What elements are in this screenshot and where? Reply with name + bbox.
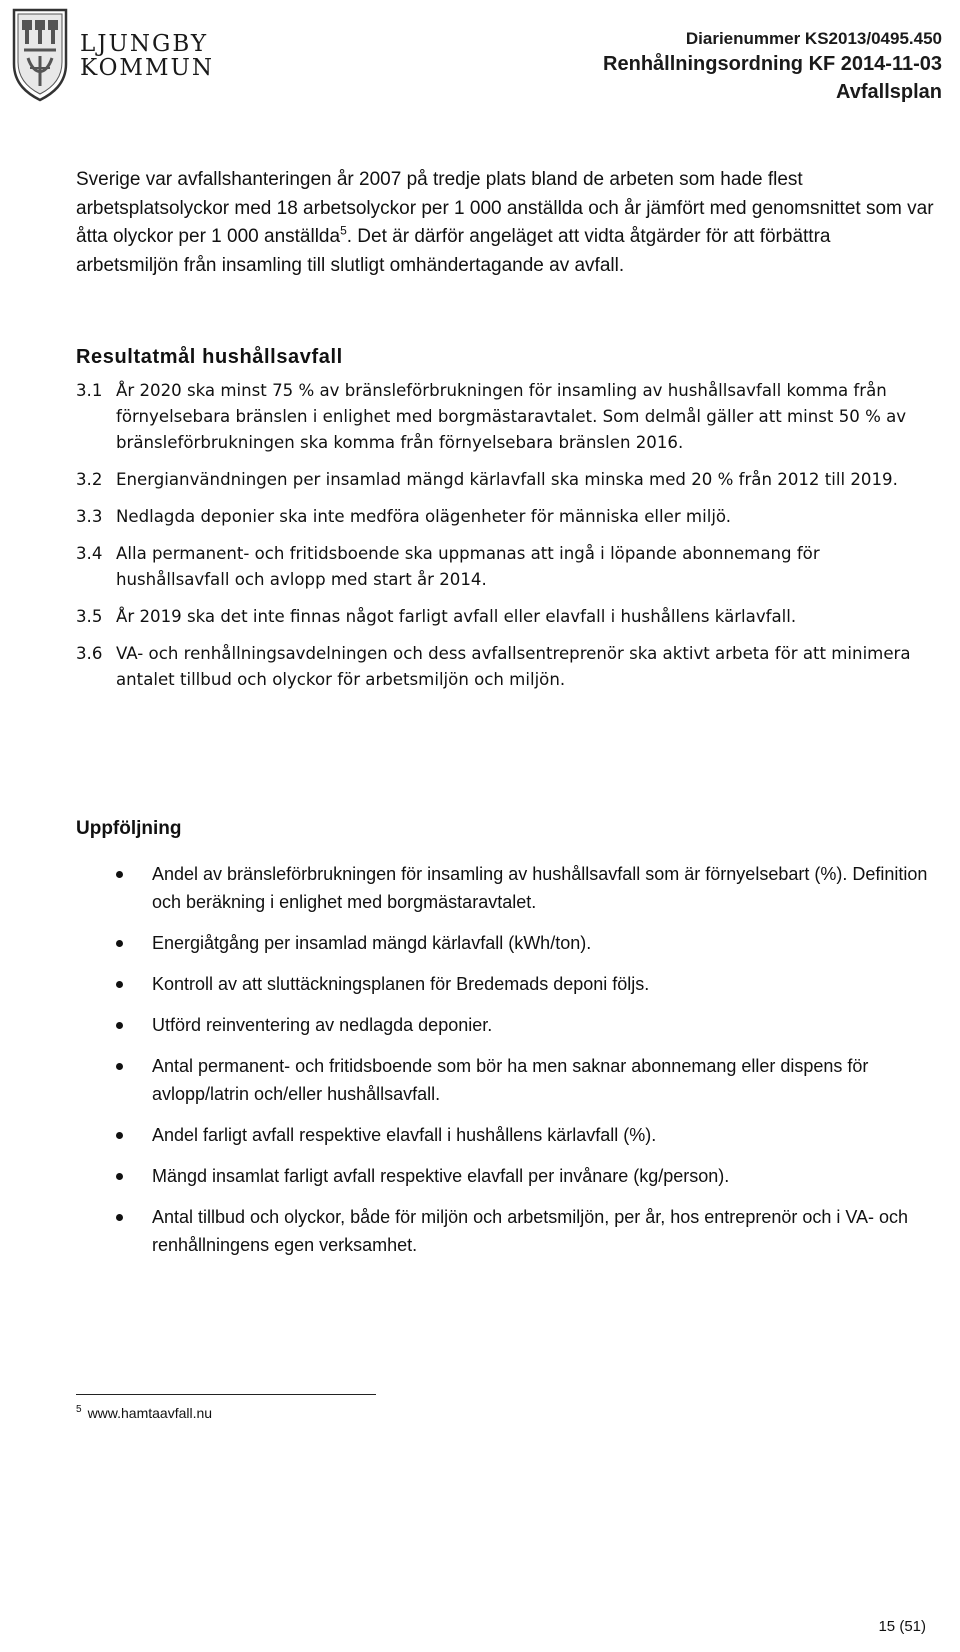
intro-text-start: Sverige var avfallshanteringen år 2007 på tredje plats bland de arbeten som hade flest arbetsplatsolyckor med 18 arbetsolyckor per 1 000 anställda och år jämfört med genomsnittet som var åtta olyckor per 1 000 anställda	[76, 169, 934, 247]
logo-line-2: KOMMUN	[80, 55, 215, 81]
intro-paragraph	[76, 166, 936, 280]
list-item	[76, 970, 936, 998]
list-item-text: Antal permanent- och fritidsboende som bör ha men saknar abonnemang eller dispens för avlopp/latrin och/eller hushållsavfall.	[152, 1056, 869, 1104]
bullet-icon	[116, 1173, 123, 1180]
footnote	[76, 1402, 212, 1424]
goal-number: 3.2	[76, 470, 103, 489]
list-item	[76, 929, 936, 957]
list-item-text: Kontroll av att sluttäckningsplanen för Bredemads deponi följs.	[152, 974, 650, 994]
ordinance-date: Renhållningsordning KF 2014-11-03	[603, 53, 942, 75]
goal-item	[76, 504, 936, 530]
goals-list	[76, 378, 936, 704]
list-item	[76, 1162, 936, 1190]
goal-item	[76, 378, 936, 456]
list-item-text: Energiåtgång per insamlad mängd kärlavfall (kWh/ton).	[152, 933, 592, 953]
followup-list	[76, 860, 936, 1272]
document-name: Avfallsplan	[836, 81, 942, 103]
goal-item	[76, 641, 936, 693]
goal-text: År 2019 ska det inte finnas något farligt avfall eller elavfall i hushållens kärlavfall.	[116, 607, 797, 626]
followup-heading: Uppföljning	[76, 818, 182, 839]
goal-number: 3.3	[76, 507, 103, 526]
goal-text: År 2020 ska minst 75 % av bränsleförbrukningen för insamling av hushållsavfall komma från förnyelsebara bränslen i enlighet med borgmästaravtalet. Som delmål gäller att minst 50 % av bränsleförbrukningen ska komma från förnyelsebara bränslen 2016.	[116, 381, 907, 452]
list-item	[76, 1203, 936, 1259]
bullet-icon	[116, 940, 123, 947]
list-item-text: Mängd insamlat farligt avfall respektive elavfall per invånare (kg/person).	[152, 1166, 730, 1186]
municipality-logo	[10, 6, 225, 104]
goal-text: Alla permanent- och fritidsboende ska uppmanas att ingå i löpande abonnemang för hushållsavfall och avlopp med start år 2014.	[116, 544, 820, 589]
footnote-divider	[76, 1394, 376, 1395]
logo-line-1: LJUNGBY	[80, 31, 209, 57]
goal-number: 3.1	[76, 381, 103, 400]
goal-item	[76, 604, 936, 630]
bullet-icon	[116, 871, 123, 878]
footnote-reference: 5	[340, 223, 347, 238]
intro-text-end: . Det är därför angeläget att vidta åtgärder för att förbättra arbetsmiljön från insamling till slutligt omhändertagande av avfall.	[76, 226, 831, 276]
bullet-icon	[116, 1214, 123, 1221]
list-item-text: Utförd reinventering av nedlagda deponier.	[152, 1015, 493, 1035]
list-item	[76, 1011, 936, 1039]
list-item-text: Andel av bränsleförbrukningen för insamling av hushållsavfall som är förnyelsebart (%). Definition och beräkning i enlighet med borgmästaravtalet.	[152, 864, 928, 912]
coat-of-arms-icon	[10, 6, 70, 102]
logo-text	[80, 32, 214, 80]
list-item	[76, 1121, 936, 1149]
intro-section	[76, 166, 936, 280]
list-item-text: Antal tillbud och olyckor, både för miljön och arbetsmiljön, per år, hos entreprenör och i VA- och renhållningens egen verksamhet.	[152, 1207, 909, 1255]
list-item-text: Andel farligt avfall respektive elavfall i hushållens kärlavfall (%).	[152, 1125, 657, 1145]
bullet-icon	[116, 1063, 123, 1070]
list-item	[76, 1052, 936, 1108]
bullet-icon	[116, 1022, 123, 1029]
footnote-number: 5	[76, 1404, 82, 1416]
goal-text: VA- och renhållningsavdelningen och dess avfallsentreprenör ska aktivt arbeta för att minimera antalet tillbud och olyckor för arbetsmiljön och miljön.	[116, 644, 911, 689]
goal-number: 3.6	[76, 644, 103, 663]
goal-text: Energianvändningen per insamlad mängd kärlavfall ska minska med 20 % från 2012 till 2019.	[116, 470, 898, 489]
page-number: 15 (51)	[878, 1618, 926, 1635]
goal-item	[76, 541, 936, 593]
goal-item	[76, 467, 936, 493]
goal-text: Nedlagda deponier ska inte medföra olägenheter för människa eller miljö.	[116, 507, 732, 526]
document-header-info	[603, 28, 942, 106]
list-item	[76, 860, 936, 916]
goal-number: 3.5	[76, 607, 103, 626]
registration-number: Diarienummer KS2013/0495.450	[685, 29, 942, 48]
goal-number: 3.4	[76, 544, 103, 563]
results-heading: Resultatmål hushållsavfall	[76, 346, 343, 368]
footnote-link[interactable]: www.hamtaavfall.nu	[87, 1405, 213, 1421]
bullet-icon	[116, 981, 123, 988]
bullet-icon	[116, 1132, 123, 1139]
